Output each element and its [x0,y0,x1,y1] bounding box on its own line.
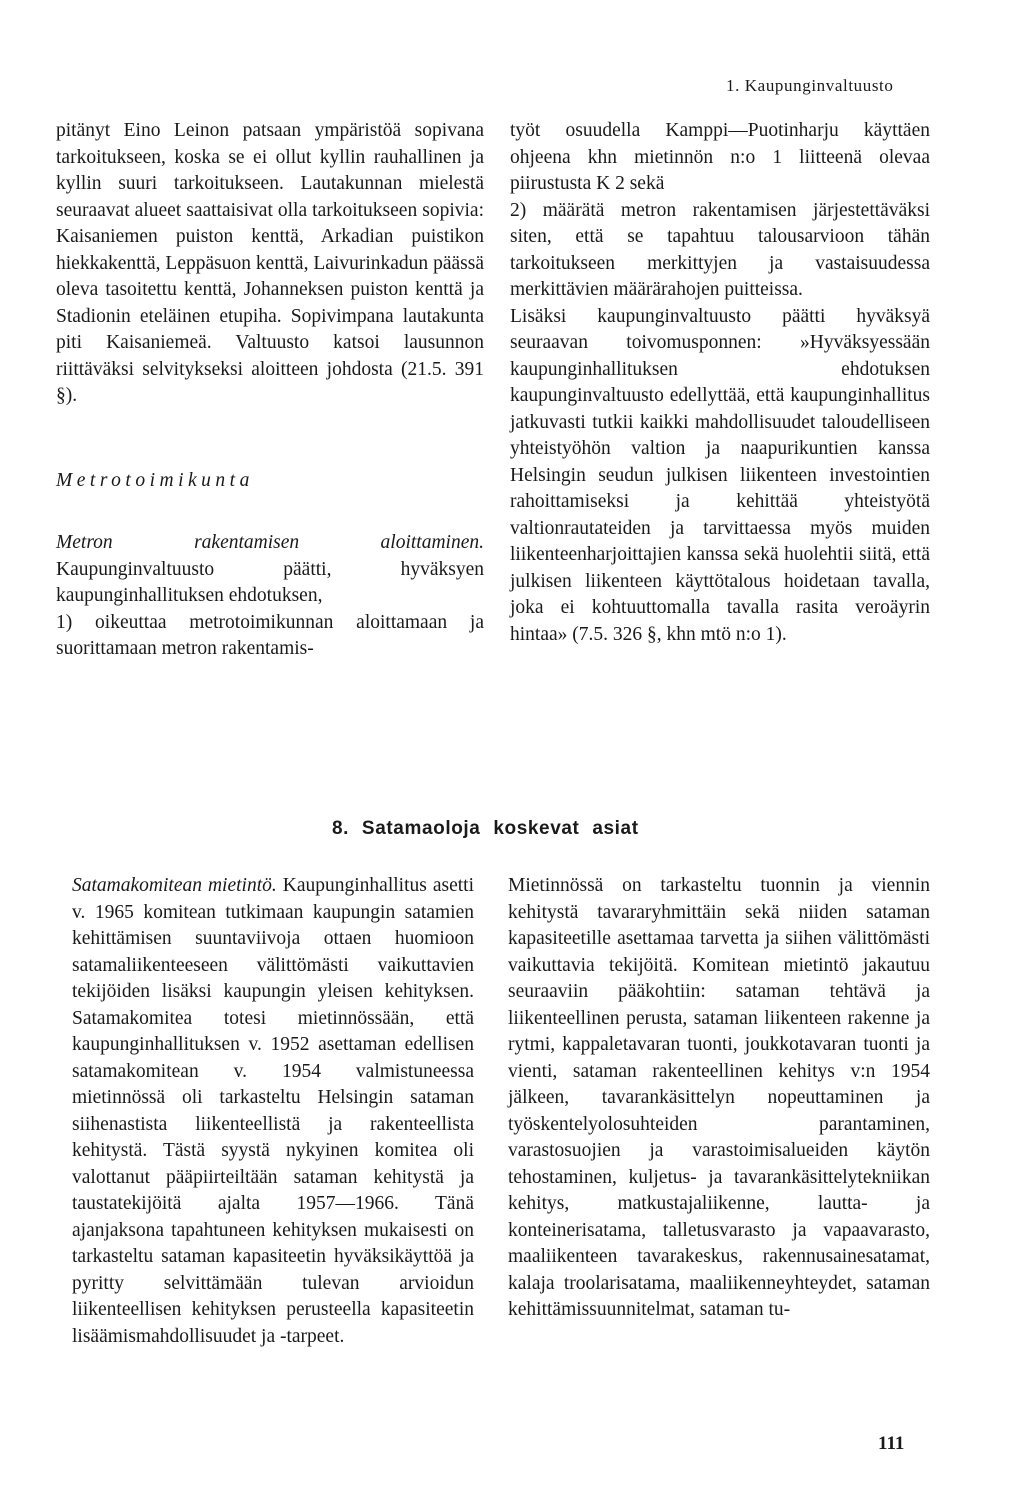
chapter-heading: 8. Satamaoloja koskevat asiat [332,818,639,839]
left-column-top [56,118,484,663]
section-heading-metrotoimikunta: Metrotoimikunta [56,469,254,491]
paragraph-statue-location: pitänyt Eino Leinon patsaan ympäristöä sopivana tarkoitukseen, koska se ei ollut kyllin rauhallinen ja kyllin suuri tarkoitukseen. Lautakunnan mielestä seuraavat alueet saattaisivat olla tarkoitukseen sopivia: Kaisaniemen puiston kenttä, Arkadian puistikon hiekkakenttä, Leppäsuon kenttä, Laivurinkadun päässä oleva tasoitettu kenttä, Johanneksen puiston kenttä ja Stadionin eteläinen etupiha. Sopivimpana lautakunta piti Kaisaniemeä. Valtuusto katsoi lausunnon riittäväksi selvitykseksi aloitteen johdosta (21.5. 391 §). [56,120,484,406]
paragraph-metro-decision [56,530,484,610]
paragraph-harbour-committee-text: Kaupunginhallitus asetti v. 1965 komitean tutkimaan kaupungin satamien kehittämisen suuntaviivoja ottaen huomioon satamaliikenteeseen välittömästi vaikuttavien tekijöiden lisäksi kaupungin yleisen kehityksen. Satamakomitea totesi mietinnössään, että kaupunginhallituksen v. 1952 asettaman edellisen satamakomitean v. 1954 valmistuneessa mietinnössä oli tarkasteltu Helsingin sataman siihenastista liikenteellistä ja rakenteellista kehitystä. Tästä syystä nykyinen komitea oli valottanut pääpiirteiltään sataman kehitystä ja taustatekijöitä ajalta 1957—1966. Tänä ajanjaksona tapahtuneen kehityksen mukaisesti on tarkasteltu sataman kapasiteetin hyväksikäyttöä ja pyritty selvittämään tulevan arvioidun liikenteellisen kehityksen perusteella kapasiteetin lisäämismahdollisuudet ja -tarpeet. [72,875,474,1347]
running-head: 1. Kaupunginvaltuusto [726,76,894,95]
paragraph-metro-decision-text: Kaupunginvaltuusto päätti, hyväksyen kaupunginhallituksen ehdotuksen, [56,558,484,606]
page-number: 111 [878,1433,905,1454]
right-column-bottom [508,873,930,1324]
paragraph-report-contents: Mietinnössä on tarkasteltu tuonnin ja viennin kehitystä tavararyhmittäin sekä niiden sataman kapasiteetille asettamaa tarvetta ja siihen välittömästi vaikuttavia tekijöitä. Komitean mietintö jakautuu seuraaviin pääkohtiin: sataman tehtävä ja liikenteellinen perusta, sataman liikenteen rakenne ja rytmi, kappaletavaran tuonti, joukkotavaran tuonti ja vienti, sataman rakenteellinen kehitys v:n 1954 jälkeen, tavarankäsittelyn nopeuttaminen ja työskentelyolosuhteiden parantaminen, varastosuojien ja varastoimisalueiden käytön tehostaminen, kuljetus- ja tavarankäsittelytekniikan kehitys, matkustajaliikenne, lautta- ja konteinerisatama, talletusvarasto ja vapaavarasto, maaliikenteen tavarakeskus, rakennusainesatamat, kalaja troolarisatama, maaliikenneyhteydet, sataman kehittämissuunnitelmat, sataman tu- [508,875,930,1320]
paragraph-metro-section: työt osuudella Kamppi—Puotinharju käyttäen ohjeena khn mietinnön n:o 1 liitteenä olevaa piirustusta K 2 sekä [510,120,930,194]
subheading-metro-start: Metron rakentamisen aloittaminen. [56,532,484,553]
left-column-bottom [72,873,474,1350]
paragraph-harbour-committee [72,873,474,1350]
right-column-top [510,118,930,648]
subheading-harbour-committee: Satamakomitean mietintö. [72,875,277,896]
paragraph-resolution: Lisäksi kaupunginvaltuusto päätti hyväksyä seuraavan toivomusponnen: »Hyväksyessään kaupunginhallituksen ehdotuksen kaupunginvaltuusto edellyttää, että kaupunginhallitus jatkuvasti tutkii kaikki mahdollisuudet taloudelliseen yhteistyöhön valtion ja naapurikuntien kanssa Helsingin seudun julkisen liikenteen investointien rahoittamiseksi ja kehittää yhteistyötä valtionrautateiden ja tarvittaessa myös muiden liikenteenharjoittajien kanssa sekä huolehtii siitä, että julkisen liikenteen käyttötalous hoidetaan tavalla, joka ei kohtuuttomalla tavalla rasita veroäyrin hintaa» (7.5. 326 §, khn mtö n:o 1). [510,305,930,645]
paragraph-metro-point-1: 1) oikeuttaa metrotoimikunnan aloittamaan ja suorittamaan metron rakentamis- [56,611,484,659]
paragraph-metro-point-2: 2) määrätä metron rakentamisen järjestettäväksi siten, että se tapahtuu talousarvioon tähän tarkoitukseen merkittyjen ja vastaisuudessa merkittävien määrärahojen puitteissa. [510,199,930,300]
